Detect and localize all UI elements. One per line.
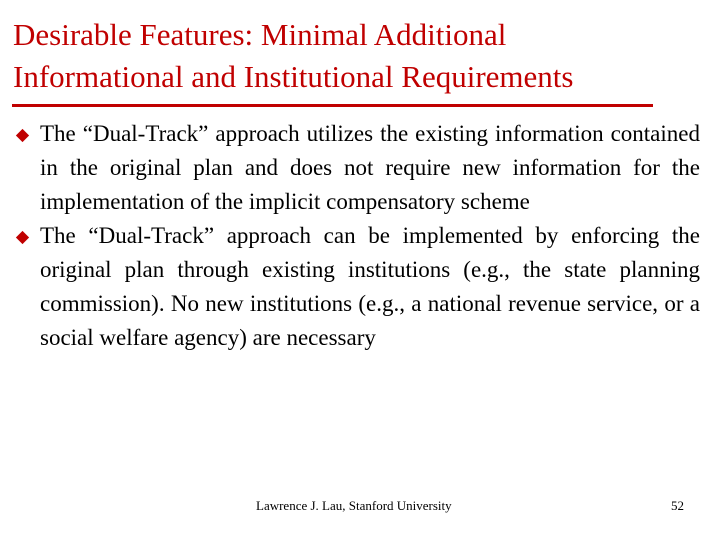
diamond-bullet-icon [16, 129, 29, 142]
slide-title-line-1: Desirable Features: Minimal Additional [13, 17, 507, 52]
page-number: 52 [671, 498, 684, 513]
bullet-item [13, 219, 700, 355]
bullet-item [13, 117, 700, 219]
slide-title-line-2: Informational and Institutional Requirements [13, 59, 574, 94]
bullet-list [13, 117, 700, 355]
bullet-text: The “Dual-Track” approach can be implemented by enforcing the original plan through existing institutions (e.g., the state planning commission). No new institutions (e.g., a national revenue service, or a social welfare agency) are necessary [40, 223, 700, 350]
slide-title [13, 14, 703, 98]
footer-credit: Lawrence J. Lau, Stanford University [256, 498, 452, 513]
title-underline [12, 104, 653, 107]
diamond-bullet-icon [16, 231, 29, 244]
bullet-text: The “Dual-Track” approach utilizes the existing information contained in the original plan and does not require new information for the implementation of the implicit compensatory scheme [40, 121, 700, 214]
